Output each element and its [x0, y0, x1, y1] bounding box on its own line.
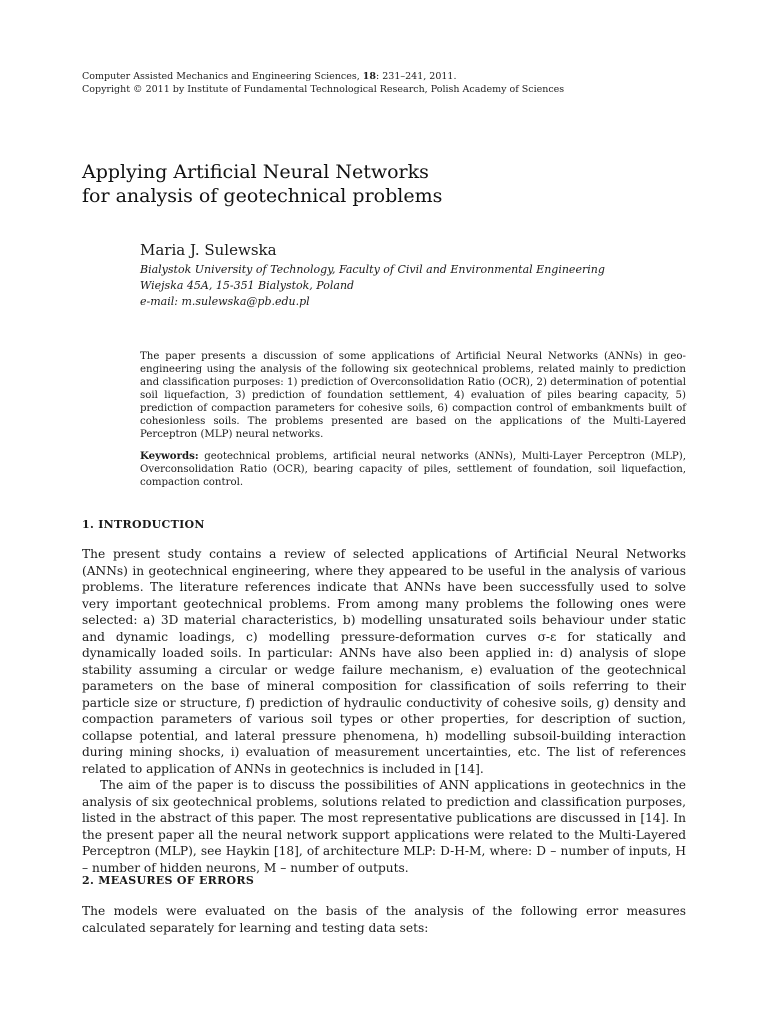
journal-volume: 18: [362, 71, 377, 82]
author-email: e-mail: m.sulewska@pb.edu.pl: [140, 295, 310, 308]
introduction-body: [82, 546, 686, 876]
section-heading-measures-of-errors: 2. MEASURES OF ERRORS: [82, 874, 255, 887]
author-name: Maria J. Sulewska: [140, 241, 277, 259]
paragraph: The aim of the paper is to discuss the possibilities of ANN applications in geotechnics in the analysis of six geotechnical problems, solutions related to prediction and classification purposes, listed in the abstract of this paper. The most representative publications are discussed in [14]. In the present paper all the neural network support applications were related to the Multi-Layered Perceptron (MLP), see Haykin [18], of architecture MLP: D-H-M, where: D – number of inputs, H – number of hidden neurons, M – number of outputs.: [82, 778, 686, 875]
keywords-text: geotechnical problems, artificial neural networks (ANNs), Multi-Layer Perceptron (MLP), Overconsolidation Ratio (OCR), bearing capacity of piles, settlement of foundation, soil liquefaction, compaction control.: [140, 451, 686, 488]
paper-title-line2: for analysis of geotechnical problems: [82, 185, 443, 207]
author-affiliation: Bialystok University of Technology, Faculty of Civil and Environmental Engineering: [140, 263, 605, 276]
keywords-label: Keywords:: [140, 450, 199, 462]
abstract: The paper presents a discussion of some applications of Artificial Neural Networks (ANNs) in geo-engineering using the analysis of the following six geotechnical problems, related mainly to prediction and classification purposes: 1) prediction of Overconsolidation Ratio (OCR), 2) determination of potential soil liquefaction, 3) prediction of foundation settlement, 4) evaluation of piles bearing capacity, 5) prediction of compaction parameters for cohesive soils, 6) compaction control of embankments built of cohesionless soils. The problems presented are based on the applications of the Multi-Layered Perceptron (MLP) neural networks.: [140, 351, 686, 440]
paragraph: The present study contains a review of selected applications of Artificial Neural Networks (ANNs) in geotechnical engineering, where they appeared to be useful in the analysis of various problems. The literature references indicate that ANNs have been successfully used to solve very important geotechnical problems. From among many problems the following ones were selected: a) 3D material characteristics, b) modelling unsaturated soils behaviour under static and dynamic loadings, c) modelling pressure-deformation curves σ-ε for statically and dynamically loaded soils. In particular: ANNs have also been applied in: d) analysis of slope stability assuming a circular or wedge failure mechanism, e) evaluation of the geotechnical parameters on the base of mineral composition for classification of soils referring to their particle size or structure, f) prediction of hydraulic conductivity of cohesive soils, g) density and compaction parameters of various soil types or other properties, for description of suction, collapse potential, and lateral pressure phenomena, h) modelling subsoil-building interaction during mining shocks, i) evaluation of measurement uncertainties, etc. The list of references related to application of ANNs in geotechnics is included in [14].: [82, 547, 686, 776]
paragraph: The models were evaluated on the basis of the analysis of the following error measures calculated separately for learning and testing data sets:: [82, 904, 686, 935]
journal-citation: Computer Assisted Mechanics and Engineering Sciences, 18: 231–241, 2011.: [82, 71, 457, 82]
paper-title: [82, 160, 442, 208]
journal-header: [82, 70, 564, 96]
section-heading-introduction: 1. INTRODUCTION: [82, 518, 205, 531]
paper-title-line1: Applying Artificial Neural Networks: [82, 161, 429, 183]
keywords: [140, 450, 686, 489]
author-address: Wiejska 45A, 15-351 Bialystok, Poland: [140, 279, 355, 292]
journal-copyright: Copyright © 2011 by Institute of Fundamental Technological Research, Polish Academy of Sciences: [82, 84, 565, 95]
author-affiliation-block: [140, 262, 605, 310]
measures-of-errors-body: [82, 903, 686, 936]
